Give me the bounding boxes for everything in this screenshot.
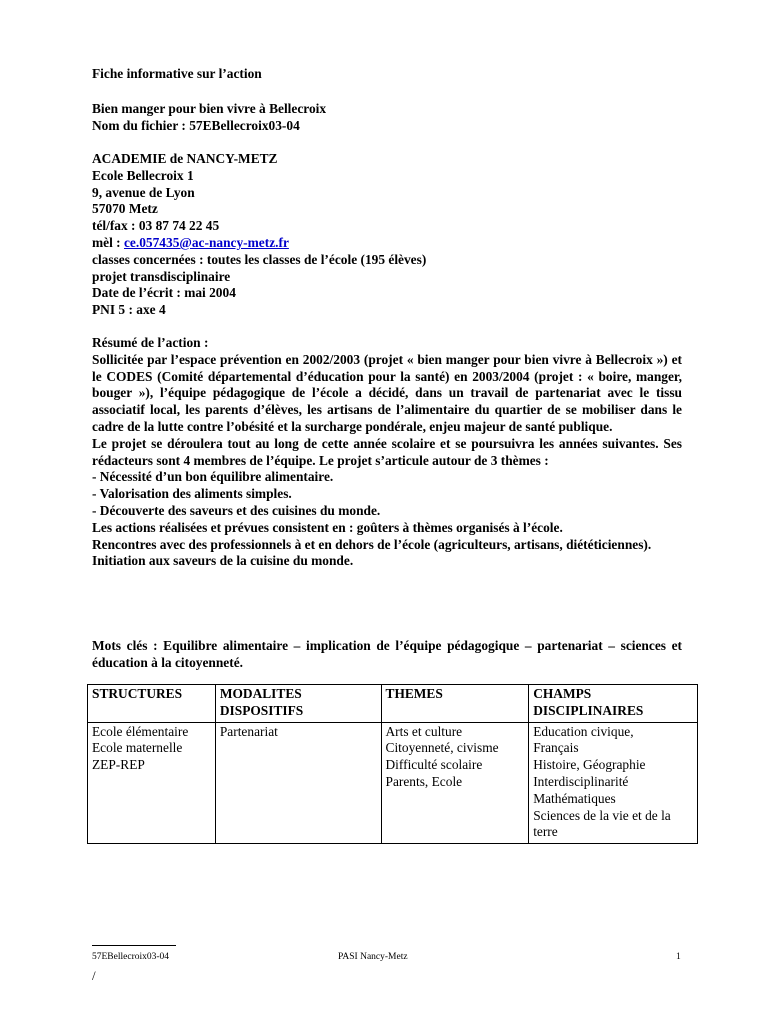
theme-item: - Nécessité d’un bon équilibre alimentaire. <box>92 469 334 485</box>
keywords: Mots clés : Equilibre alimentaire – implication de l’équipe pédagogique – partenariat – sciences et éducation à la citoyenneté. <box>92 638 682 670</box>
writing-date: Date de l’écrit : mai 2004 <box>92 285 236 301</box>
cell-champs: Education civique, Français Histoire, Géographie Interdisciplinarité Mathématiques Sciences de la vie et de la terre <box>529 722 698 844</box>
summary-paragraph-2: Le projet se déroulera tout au long de cette année scolaire et se poursuivra les années suivantes. Ses rédacteurs sont 4 membres de l’équipe. Le projet s’articule autour de 3 thèmes : <box>92 435 682 468</box>
summary-paragraph-5: Initiation aux saveurs de la cuisine du monde. <box>92 553 354 569</box>
summary-paragraph-1: Sollicitée par l’espace prévention en 2002/2003 (projet « bien manger pour bien vivre à Bellecroix ») et le CODES (Comité départemental d’éducation pour la santé) en 2003/2004 (projet : « boire, manger, bouger »), l’équipe pédagogique de l’école a décidé, dans un travail de partenariat avec le tissu associatif local, les parents d’élèves, les artisans de l’alimentaire du quartier de se mobiliser dans le cadre de la lutte contre l’obésité et la surcharge pondérale, enjeu majeur de santé publique. <box>92 351 682 434</box>
mail-label: mèl : <box>92 234 124 250</box>
summary-paragraph-4: Rencontres avec des professionnels à et en dehors de l’école (agriculteurs, artisans, diététiciennes). <box>92 536 652 552</box>
action-info <box>92 101 682 135</box>
summary-table <box>87 684 698 844</box>
file-name: Nom du fichier : 57EBellecroix03-04 <box>92 117 300 133</box>
summary-paragraph-3: Les actions réalisées et prévues consistent en : goûters à thèmes organisés à l’école. <box>92 519 563 535</box>
footer-page-number: 1 <box>676 952 681 962</box>
action-summary <box>92 335 682 570</box>
cell-structures: Ecole élémentaire Ecole maternelle ZEP-REP <box>88 722 216 844</box>
action-title: Bien manger pour bien vivre à Bellecroix <box>92 101 327 116</box>
summary-heading: Résumé de l’action : <box>92 335 209 350</box>
pni: PNI 5 : axe 4 <box>92 302 166 318</box>
school-city: 57070 Metz <box>92 201 158 217</box>
academie: ACADEMIE de NANCY-METZ <box>92 151 278 166</box>
header-themes: THEMES <box>381 685 529 723</box>
footer-center: PASI Nancy-Metz <box>338 952 408 962</box>
header-champs: CHAMPS DISCIPLINAIRES <box>529 685 698 723</box>
document-header <box>92 66 682 83</box>
footer-rule <box>92 945 176 946</box>
school-name: Ecole Bellecroix 1 <box>92 167 194 183</box>
document-title: Fiche informative sur l’action <box>92 66 262 81</box>
cell-themes: Arts et culture Citoyenneté, civisme Difficulté scolaire Parents, Ecole <box>381 722 529 844</box>
school-phone: tél/fax : 03 87 74 22 45 <box>92 218 220 234</box>
header-modalites: MODALITES DISPOSITIFS <box>215 685 381 723</box>
school-address: 9, avenue de Lyon <box>92 184 195 200</box>
school-mail <box>92 235 682 252</box>
theme-item: - Découverte des saveurs et des cuisines du monde. <box>92 502 381 518</box>
footer-slash: / <box>92 968 96 983</box>
project-type: projet transdisciplinaire <box>92 268 231 284</box>
footer-file: 57EBellecroix03-04 <box>92 952 170 962</box>
cell-modalites: Partenariat <box>215 722 381 844</box>
table-row <box>88 722 698 844</box>
header-structures: STRUCTURES <box>88 685 216 723</box>
school-info <box>92 151 682 319</box>
mail-link[interactable]: ce.057435@ac-nancy-metz.fr <box>123 234 289 250</box>
theme-item: - Valorisation des aliments simples. <box>92 486 292 502</box>
classes-concerned: classes concernées : toutes les classes de l’école (195 élèves) <box>92 251 427 267</box>
table-header-row <box>88 685 698 723</box>
